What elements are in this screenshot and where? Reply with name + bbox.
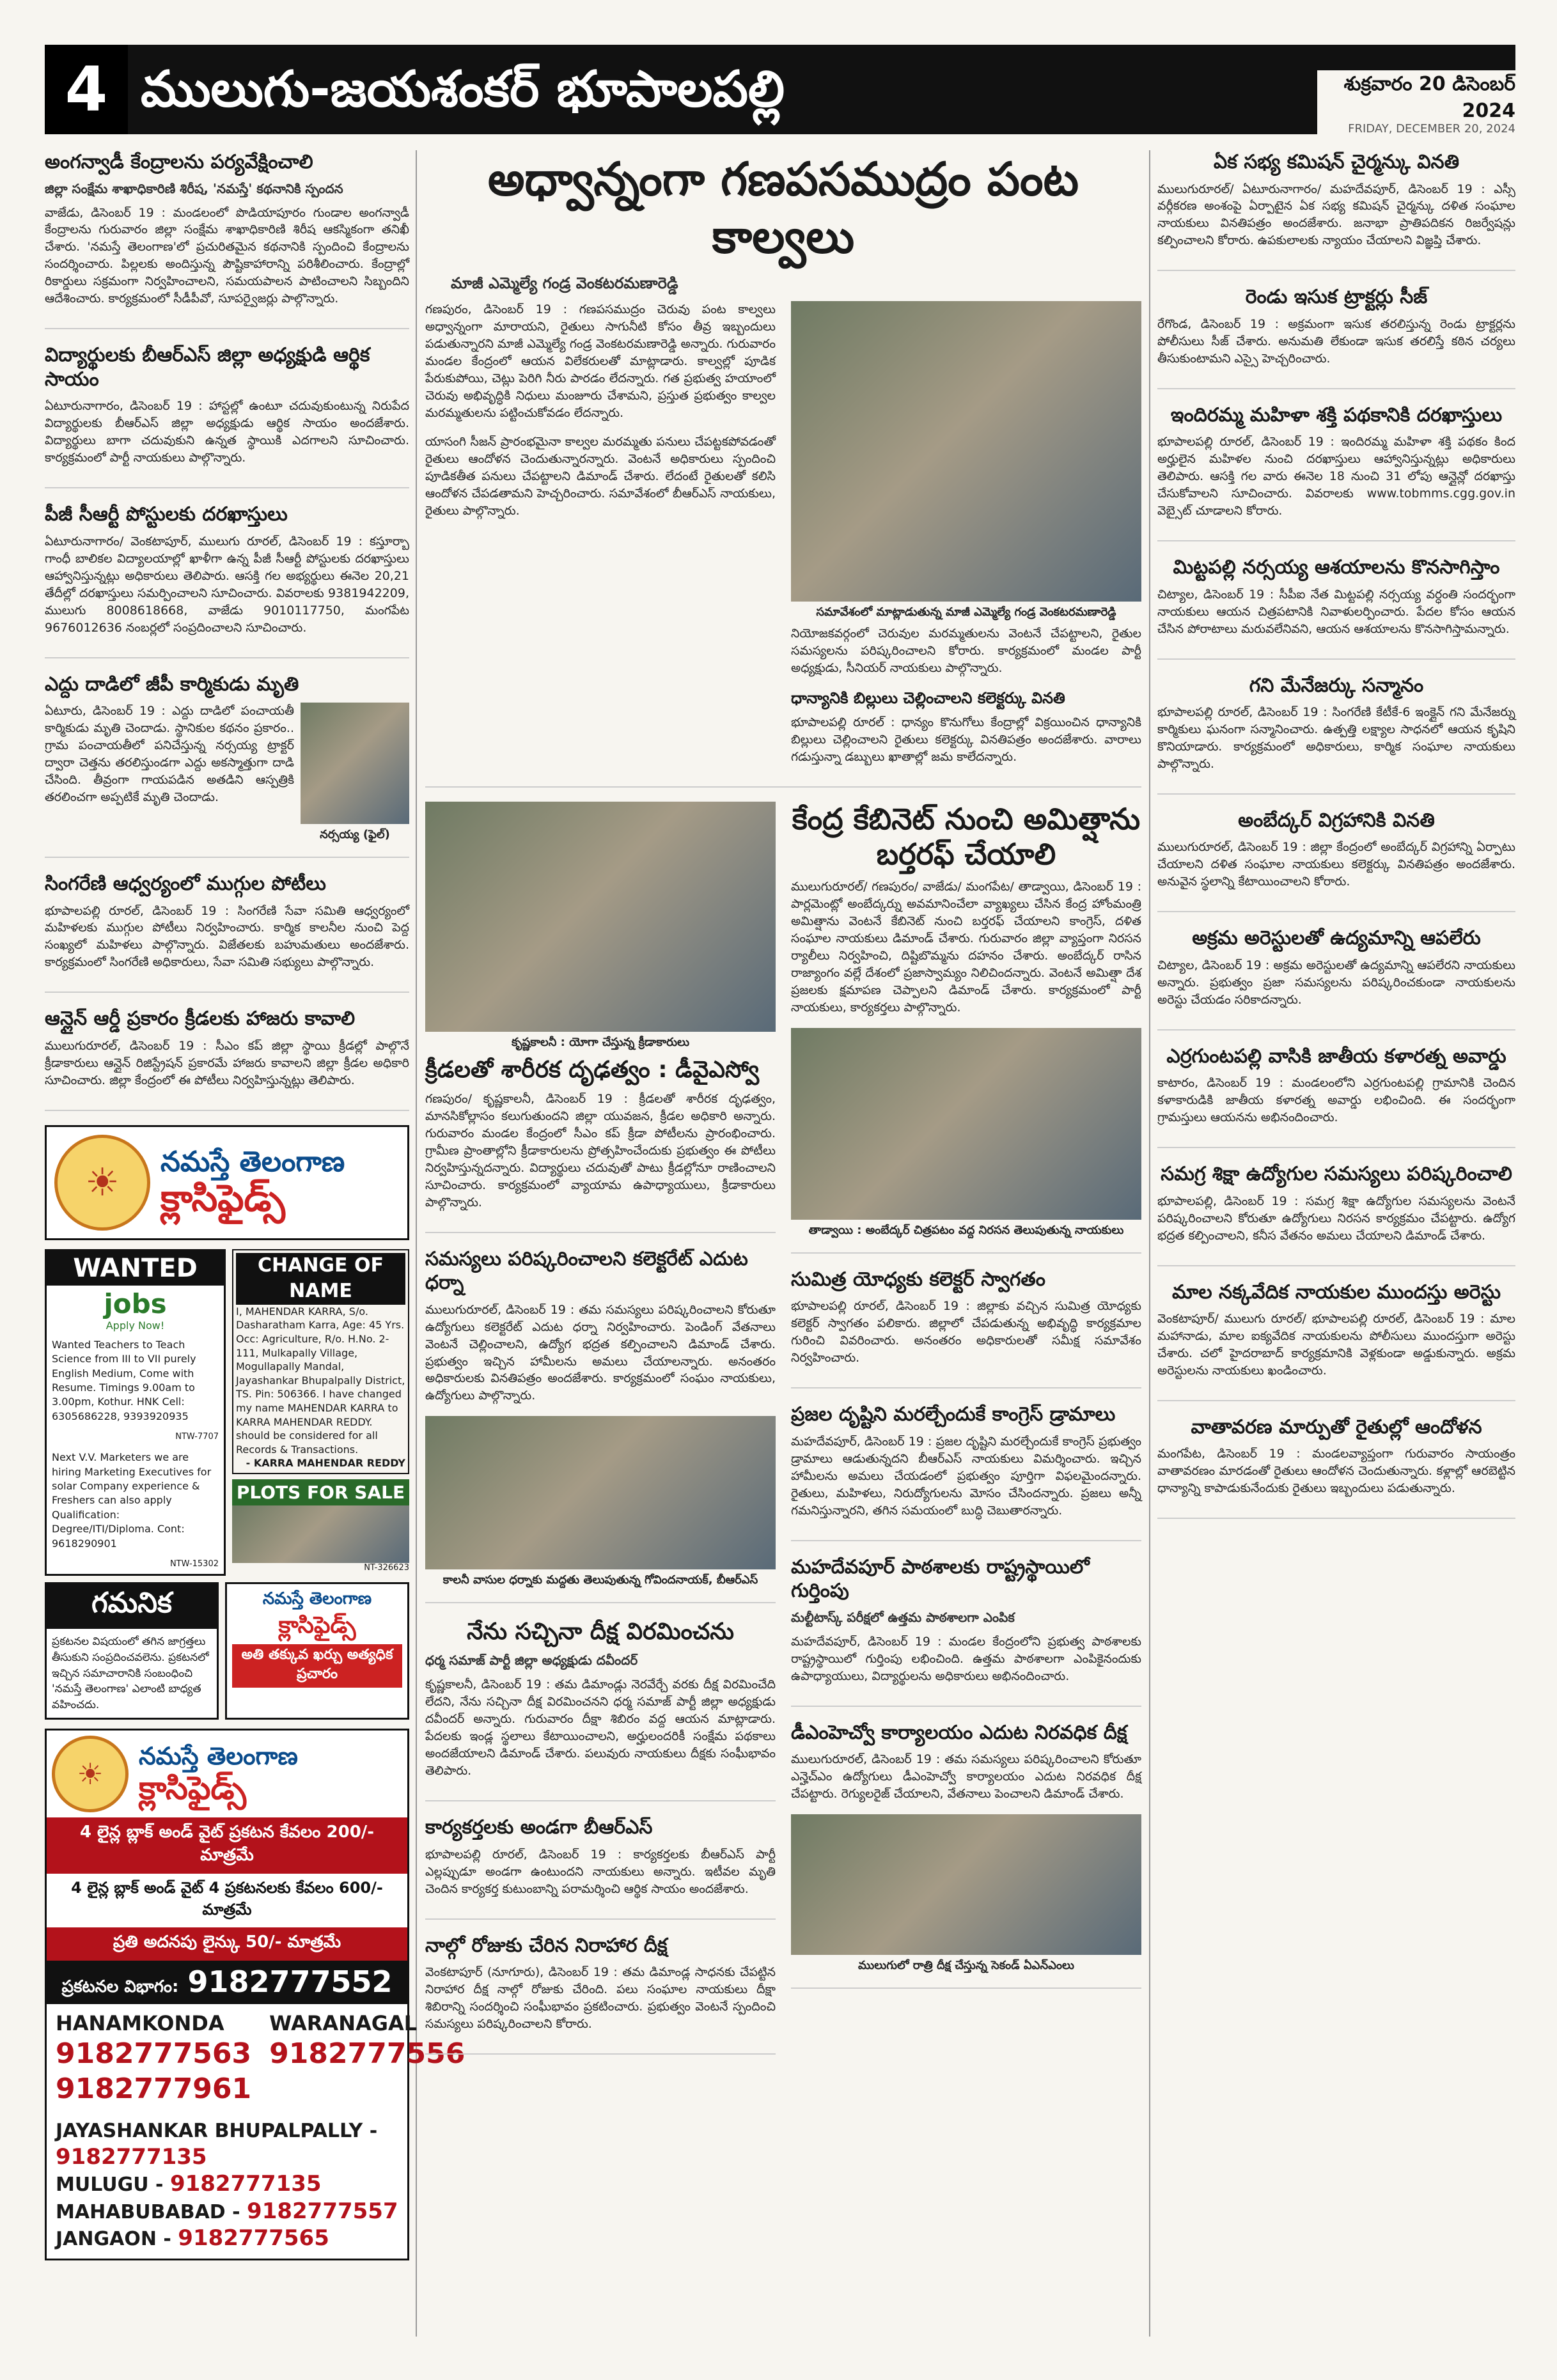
plots-ref: NT-326623	[364, 1562, 409, 1573]
column-left	[45, 150, 466, 2269]
headline: విద్యార్థులకు బీఆర్ఎస్ జిల్లా అధ్యక్షుడి ఆర్థిక సాయం	[45, 344, 370, 391]
photo-caption: ములుగులో రాత్రి దీక్ష చేస్తున్న సెకండ్ ఏఎన్ఎంలు	[857, 1958, 1075, 1972]
article-body: ములుగురూరల్, డిసెంబర్ 19 : తమ సమస్యలు పరిష్కరించాలని కోరుతూ ఉద్యోగులు కలెక్టరేట్ ఎదుట ధర్నా నిర్వహించారు. పెండింగ్ వేతనాలు వెంటనే చెల్లించాలని, ఉద్యోగ భద్రత కల్పించాలని డిమాండ్ చేశారు. ప్రభుత్వం ఇచ్చిన హామీలను అమలు చేయాలన్నారు. అనంతరం అధికారులకు వినతిపత్రం అందజేశారు. కార్యక్రమంలో సంఘం నాయకులు, ఉద్యోగులు పాల్గొన్నారు.	[425, 1302, 776, 1403]
subheadline: జిల్లా సంక్షేమ శాఖాధికారిణి శిరీష, 'నమస్తే' కథనానికి స్పందన	[45, 180, 343, 196]
article-body: వాజేడు, డిసెంబర్ 19 : మండలంలో పొడియాపూరం గుండాల అంగన్వాడీ కేంద్రాలను గురువారం జిల్లా సంక్షేమ శాఖాధికారిణి శిరీష ఆకస్మికంగా తనిఖీ చేశారు. 'నమస్తే తెలంగాణ'లో ప్రచురితమైన కథనానికి స్పందించి కేంద్రాలను సందర్శించారు. పిల్లలకు అందిస్తున్న పౌష్టికాహారాన్ని పరిశీలించారు. కేంద్రాల్లో రికార్డులు సక్రమంగా నిర్వహించాలని, సమయపాలన పాటించాలని సిబ్బందిని ఆదేశించారు. కార్యక్రమంలో సీడీపీవో, సూపర్వైజర్లు పాల్గొన్నారు.	[45, 205, 409, 306]
headline: కేంద్ర కేబినెట్ నుంచి అమిత్షాను బర్తరఫ్ చేయాలి	[792, 801, 1141, 871]
headline: ఎర్రగుంటపల్లి వాసికి జాతీయ కళారత్న అవార్డు	[1166, 1045, 1506, 1068]
headline: అంగన్వాడీ కేంద్రాలను పర్యవేక్షించాలి	[45, 151, 313, 173]
headline: కార్యకర్తలకు అండగా బీఆర్ఎస్	[425, 1816, 653, 1839]
article-illegal-arrests	[1157, 926, 1515, 1030]
classifieds-title: క్లాసిఫైడ్స్	[160, 1176, 285, 1220]
subheadline: మల్టీటాస్క్ పరీక్షలో ఉత్తమ పాఠశాలగా ఎంపిక	[791, 1609, 1015, 1625]
article-samagra-shiksha	[1157, 1162, 1515, 1266]
portrait-photo	[301, 703, 409, 824]
change-of-name-ad	[232, 1249, 409, 1474]
yoga-photo	[425, 802, 776, 1032]
article-body: భూపాలపల్లి, డిసెంబర్ 19 : సమగ్ర శిక్షా ఉద్యోగుల సమస్యలను వెంటనే పరిష్కరించాలని కోరుతూ ఉద్యోగులు నిరసన కార్యక్రమం చేపట్టారు. ఉద్యోగ భద్రత కల్పించాలని, కనీస వేతనం అమలు చేయాలని డిమాండ్ చేశారు.	[1157, 1194, 1515, 1243]
article-pg-crt	[45, 502, 409, 658]
wanted-ref-2: NTW-15302	[169, 1559, 219, 1569]
photo-caption: తాడ్వాయి : అంబేద్కర్ చిత్రపటం వద్ద నిరసన తెలుపుతున్న నాయకులు	[808, 1223, 1124, 1237]
plots-heading: PLOTS FOR SALE	[232, 1479, 409, 1505]
article-body: చిట్యాల, డిసెంబర్ 19 : సీపీఐ నేత మిట్టపల్లి నర్సయ్య వర్ధంతి సందర్భంగా నాయకులు ఆయన చిత్రపటానికి నివాళులర్పించారు. పేదల కోసం ఆయన చేసిన పోరాటాలు మరువలేనివని, ఆయన ఆశయాలను కొనసాగిస్తామన్నారు.	[1157, 587, 1515, 636]
column-right	[1157, 150, 1515, 1533]
namaste-telangana-seal-icon: ☀	[54, 1135, 150, 1231]
contact-hanamkonda: HANAMKONDA 9182777563 9182777961	[56, 2011, 252, 2106]
article-body: గణపురం, డిసెంబర్ 19 : గణపసముద్రం చెరువు పంట కాల్వలు అధ్వాన్నంగా మారాయని, రైతులు సాగునీటి కోసం తీవ్ర ఇబ్బందులు పడుతున్నారని మాజీ ఎమ్మెల్యే గండ్ర వెంకటరమణారెడ్డి అన్నారు. గురువారం మండల కేంద్రంలో ఆయన విలేకరులతో మాట్లాడారు. కాల్వల్లో పూడిక పేరుకుపోయి, చెట్లు పెరిగి నీరు పారడం లేదన్నారు. గత ప్రభుత్వ హయాంలో చెరువు అభివృద్ధికి నిధులు మంజూరు చేశామని, ప్రస్తుత ప్రభుత్వం కాల్వల మరమ్మతులను పట్టించుకోవడం లేదన్నారు.	[425, 302, 776, 420]
article-body: ఏటూరునాగారం, డిసెంబర్ 19 : హాస్టల్లో ఉంటూ చదువుకుంటున్న నిరుపేద విద్యార్థులకు బీఆర్ఎస్ జిల్లా అధ్యక్షుడు ఆర్థిక సాయం అందజేశారు. విద్యార్థులు బాగా చదువుకుని ఉన్నత స్థాయికి ఎదగాలని సూచించారు. కార్యక్రమంలో పార్టీ నాయకులు పాల్గొన్నారు.	[45, 399, 409, 465]
headline: డీఎంహెచ్వో కార్యాలయం ఎదుట నిరవధిక దీక్ష	[791, 1721, 1127, 1744]
article-mine-manager	[1157, 674, 1515, 795]
notice-text: ప్రకటనల విషయంలో తగిన జాగ్రత్తలు తీసుకుని సంప్రదించవలెను. ప్రకటనలో ఇచ్చిన సమాచారానికి సంబంధించి 'నమస్తే తెలంగాణ' ఎలాంటి బాధ్యత వహించదు.	[52, 1635, 209, 1711]
headline: మిట్టపల్లి నర్సయ్య ఆశయాలను కొనసాగిస్తాం	[1173, 556, 1500, 579]
brand-name: నమస్తే తెలంగాణ	[160, 1145, 345, 1178]
headline: సుమిత్ర యోధ్యకు కలెక్టర్ స్వాగతం	[791, 1268, 1045, 1291]
headline: సింగరేణి ఆధ్వర్యంలో ముగ్గుల పోటీలు	[45, 873, 326, 895]
article-body: ఏటూరునాగారం/ వెంకటాపూర్, ములుగు రూరల్, డిసెంబర్ 19 : కస్తూర్బా గాంధీ బాలికల విద్యాలయాల్లో ఖాళీగా ఉన్న పీజీ సీఆర్టీ పోస్టులకు దరఖాస్తులు ఆహ్వానిస్తున్నట్లు అధికారులు తెలిపారు. ఆసక్తి గల అభ్యర్థులు ఈనెల 20,21 తేదీల్లో దరఖాస్తులు సమర్పించాలని సూచించారు. వివరాలకు 9381942209, ములుగు 8008618668, వాజేడు 9010117750, మంగపేట 9676012636 నంబర్లలో సంప్రదించాలని సూచించారు.	[45, 534, 409, 635]
headline: అక్రమ అరెస్టులతో ఉద్యమాన్ని ఆపలేరు	[1192, 927, 1481, 950]
headline: గని మేనేజర్కు సన్మానం	[1249, 674, 1424, 697]
notice-box	[45, 1582, 219, 1720]
article-collectorate-dharna	[425, 1247, 776, 1604]
wanted-text-2: Next V.V. Marketers we are hiring Marketing Executives for solar Company experience & Freshers can also apply Qualification: Degree/ITI/Diploma. Cont: 9618290901	[52, 1451, 212, 1550]
headline: నేను సచ్చినా దీక్ష విరమించను	[467, 1619, 734, 1645]
article-body: వెంకటాపూర్ (నూగూరు), డిసెంబర్ 19 : తమ డిమాండ్ల సాధనకు చేపట్టిన నిరాహార దీక్ష నాల్గో రోజుకు చేరింది. పలు సంఘాల నాయకులు దీక్షా శిబిరాన్ని సందర్శించి సంఘీభావం ప్రకటించారు. ప్రభుత్వం వెంటనే స్పందించి సమస్యలు పరిష్కరించాలని కోరారు.	[425, 1965, 776, 2032]
plots-photo	[232, 1505, 409, 1563]
jobs-tagline: Apply Now!	[106, 1319, 165, 1332]
article-dmho-strike	[791, 1721, 1141, 1989]
headline: మహదేవపూర్ పాఠశాలకు రాష్ట్రస్థాయిలో గుర్తింపు	[791, 1555, 1090, 1603]
article-kalaratna	[1157, 1045, 1515, 1148]
article-collector-welcome	[791, 1268, 1141, 1388]
ads-dept-phone: 9182777552	[187, 1964, 393, 2000]
article-deeksha	[425, 1617, 776, 1801]
article-body: కాటారం, డిసెంబర్ 19 : మండలంలోని ఎర్రగుంటపల్లి గ్రామానికి చెందిన కళాకారుడికి జాతీయ కళారత్న అవార్డు లభించింది. ఈ సందర్భంగా గ్రామస్తులు ఆయనను అభినందించారు.	[1157, 1076, 1515, 1125]
headline: ప్రజల దృష్టిని మరల్చేందుకే కాంగ్రెస్ డ్రామాలు	[791, 1403, 1116, 1426]
headline: వాతావరణ మార్పుతో రైతుల్లో ఆందోళన	[1191, 1415, 1482, 1438]
article-body: చిట్యాల, డిసెంబర్ 19 : అక్రమ అరెస్టులతో ఉద్యమాన్ని ఆపలేరని నాయకులు అన్నారు. ప్రభుత్వం ప్రజా సమస్యలను పరిష్కరించకుండా నాయకులను అరెస్టు చేయడం సరికాదన్నారు.	[1157, 958, 1515, 1007]
price-bundle: 4 లైన్ల బ్లాక్ అండ్ వైట్ 4 ప్రకటనలకు కేవలం 600/- మాత్రమే	[47, 1874, 407, 1927]
headline: నాల్గో రోజుకు చేరిన నిరాహార దీక్ష	[425, 1934, 668, 1957]
article-body: భూపాలపల్లి రూరల్ : ధాన్యం కొనుగోలు కేంద్రాల్లో విక్రయించిన ధాన్యానికి బిల్లులు చెల్లించాలని రైతులు కలెక్టర్కు వినతిపత్రం అందజేశారు. వారాలు గడుస్తున్నా డబ్బులు ఖాతాల్లో జమ కాలేదన్నారు.	[791, 715, 1141, 764]
headline: ఏక సభ్య కమిషన్ చైర్మన్కు వినతి	[1213, 151, 1460, 173]
article-mahila-shakti	[1157, 403, 1515, 541]
article-lead	[425, 150, 1141, 788]
article-sports-registration	[45, 1007, 409, 1110]
article-congress-drama	[791, 1403, 1141, 1541]
article-body: ములుగురూరల్/ గణపురం/ వాజేడు/ మంగపేట/ తాడ్వాయి, డిసెంబర్ 19 : పార్లమెంట్లో అంబేద్కర్ను అవమానించేలా వ్యాఖ్యలు చేసిన కేంద్ర హోంమంత్రి అమిత్షాను వెంటనే కేబినెట్ నుంచి బర్తరఫ్ చేయాలని కాంగ్రెస్, దళిత సంఘాల నాయకులు డిమాండ్ చేశారు. గురువారం జిల్లా వ్యాప్తంగా నిరసన ర్యాలీలు నిర్వహించి, దిష్టిబొమ్మను దహనం చేశారు. అంబేద్కర్ రాసిన రాజ్యాంగం వల్లే దేశంలో ప్రజాస్వామ్యం నిలిచిందన్నారు. వెంటనే అమిత్షా దేశ ప్రజలకు క్షమాపణ చెప్పాలని డిమాండ్ చేశారు. కార్యక్రమంలో పార్టీ నాయకులు, కార్యకర్తలు పాల్గొన్నారు.	[791, 880, 1141, 1015]
wanted-text: Wanted Teachers to Teach Science from III to VII purely English Medium, Come with Resume. Timings 9.00am to 3.00pm, Kothur. HNK Cell: 6305686228, 9393920935	[52, 1338, 196, 1422]
headline: సమగ్ర శిక్షా ఉద్యోగుల సమస్యలు పరిష్కరించాలి	[1161, 1163, 1512, 1186]
article-school-recognition	[791, 1555, 1141, 1707]
headline: క్రీడలతో శారీరక దృఢత్వం : డీవైఎస్వో	[425, 1056, 760, 1083]
headline: ఇందిరమ్మ మహిళా శక్తి పథకానికి దరఖాస్తులు	[1170, 403, 1503, 426]
headline: సమస్యలు పరిష్కరించాలని కలెక్టరేట్ ఎదుట ధర్నా	[425, 1247, 748, 1295]
change-heading: CHANGE OF NAME	[236, 1253, 405, 1305]
price-single: 4 లైన్ల బ్లాక్ అండ్ వైట్ ప్రకటన కేవలం 200/- మాత్రమే	[47, 1817, 407, 1874]
dharna-photo	[425, 1416, 776, 1569]
contact-districts: JAYASHANKAR BHUPALPALLY - 9182777135 MULUGU - 9182777135 MAHABUBABAD - 9182777557 JANGAON - 9182777565	[56, 2120, 398, 2252]
column-center	[425, 150, 1141, 2069]
article-body: ములుగురూరల్, డిసెంబర్ 19 : సీఎం కప్ జిల్లా స్థాయి క్రీడల్లో పాల్గొనే క్రీడాకారులు ఆన్లైన్ రిజిస్ట్రేషన్ ప్రకారమే హాజరు కావాలని జిల్లా క్రీడల అధికారి సూచించారు. జిల్లా కేంద్రంలో ఈ పోటీలు నిర్వహిస్తున్నట్లు తెలిపారు.	[45, 1038, 409, 1087]
headline: రెండు ఇసుక ట్రాక్టర్లు సీజ్	[1245, 286, 1428, 309]
promo-slogan: అతి తక్కువ ఖర్చు అత్యధిక ప్రచారం	[232, 1644, 402, 1688]
notice-heading: గమనిక	[47, 1584, 217, 1629]
contact-warangal: WARANAGAL 9182777556	[269, 2011, 466, 2071]
article-amitshah	[791, 802, 1141, 1254]
article-mittapalli	[1157, 556, 1515, 659]
classifieds-banner	[45, 1125, 409, 1240]
masthead	[45, 45, 1515, 134]
classifieds-promo	[225, 1582, 409, 1720]
promo-brand: నమస్తే తెలంగాణ	[262, 1589, 372, 1609]
article-body: ములుగురూరల్/ ఏటూరునాగారం/ మహదేవపూర్, డిసెంబర్ 19 : ఎస్సీ వర్గీకరణ అంశంపై ఏర్పాటైన ఏక సభ్య కమిషన్ చైర్మన్కు దళిత సంఘాల నాయకులు వినతిపత్రం అందజేశారు. జనాభా ప్రాతిపదికన రిజర్వేషన్లు కల్పించాలని కోరారు. ఉపకులాలకు న్యాయం చేయాలని విజ్ఞప్తి చేశారు.	[1157, 182, 1515, 248]
column-divider	[1149, 150, 1150, 2337]
article-brs-aid	[45, 343, 409, 488]
wanted-ref: NTW-7707	[175, 1432, 219, 1442]
date-english: FRIDAY, DECEMBER 20, 2024	[1348, 122, 1515, 136]
article-muggulu	[45, 872, 409, 993]
protest-photo	[791, 1028, 1141, 1220]
article-body: నియోజకవర్గంలో చెరువుల మరమ్మతులను వెంటనే చేపట్టాలని, రైతుల సమస్యలను పరిష్కరించాలని కోరారు. కార్యక్రమంలో మండల పార్టీ అధ్యక్షుడు, సీనియర్ నాయకులు పాల్గొన్నారు.	[791, 626, 1141, 675]
article-body: మంగపేట, డిసెంబర్ 19 : మండలవ్యాప్తంగా గురువారం సాయంత్రం వాతావరణం మారడంతో రైతులు ఆందోళన చెందుతున్నారు. కళ్లాల్లో ఆరబెట్టిన ధాన్యాన్ని కాపాడుకునేందుకు రైతులు ఇబ్బందులు పడుతున్నారు.	[1157, 1447, 1515, 1496]
wanted-ad	[45, 1249, 226, 1576]
article-body: మహదేవపూర్, డిసెంబర్ 19 : ప్రజల దృష్టిని మరల్చేందుకే కాంగ్రెస్ ప్రభుత్వం డ్రామాలు ఆడుతున్నదని బీఆర్ఎస్ నాయకులు విమర్శించారు. ఇచ్చిన హామీలను అమలు చేయడంలో ప్రభుత్వం పూర్తిగా విఫలమైందన్నారు. రైతులు, మహిళలు, నిరుద్యోగులను మోసం చేసిందన్నారు. ప్రజలు అన్నీ గమనిస్తున్నారని, తగిన సమయంలో బుద్ధి చెబుతారన్నారు.	[791, 1434, 1141, 1518]
article-body: గణపురం/ కృష్ణకాలనీ, డిసెంబర్ 19 : క్రీడలతో శారీరక దృఢత్వం, మానసికోల్లాసం కలుగుతుందని జిల్లా యువజన, క్రీడల అధికారి అన్నారు. గురువారం మండల కేంద్రంలో సీఎం కప్ క్రీడా పోటీలను ప్రారంభించారు. గ్రామీణ ప్రాంతాల్లోని క్రీడాకారులను ప్రోత్సహించేందుకు ప్రభుత్వం ఈ పోటీలు నిర్వహిస్తున్నదన్నారు. విద్యార్థులు చదువుతో పాటు క్రీడల్లోనూ రాణించాలని సూచించారు. కార్యక్రమంలో వ్యాయామ ఉపాధ్యాయులు, క్రీడాకారులు పాల్గొన్నారు.	[425, 1091, 776, 1209]
article-ambedkar-statue	[1157, 809, 1515, 912]
article-mala-arrests	[1157, 1280, 1515, 1401]
article-weather	[1157, 1415, 1515, 1519]
article-commission	[1157, 150, 1515, 271]
dateline	[1317, 70, 1515, 138]
price-extra-line: ప్రతి అదనపు లైన్కు 50/- మాత్రమే	[47, 1927, 407, 1961]
article-body: ములుగురూరల్, డిసెంబర్ 19 : తమ సమస్యలు పరిష్కరించాలని కోరుతూ ఎన్హెచ్ఎం ఉద్యోగులు డీఎంహెచ్వో కార్యాలయం ఎదుట నిరవధిక దీక్ష చేపట్టారు. రెగ్యులరైజ్ చేయాలని, వేతనాలు పెంచాలని డిమాండ్ చేశారు.	[791, 1752, 1141, 1801]
namaste-telangana-seal-icon: ☀	[52, 1736, 129, 1812]
photo-caption: కాలనీ వాసుల ధర్నాకు మద్దతు తెలుపుతున్న గోవిందనాయక్, బీఆర్ఎస్	[442, 1573, 758, 1587]
photo-caption: సమావేశంలో మాట్లాడుతున్న మాజీ ఎమ్మెల్యే గండ్ర వెంకటరమణారెడ్డి	[816, 605, 1116, 619]
headline: పీజీ సీఆర్టీ పోస్టులకు దరఖాస్తులు	[45, 503, 288, 526]
article-body: కృష్ణకాలనీ, డిసెంబర్ 19 : తమ డిమాండ్లు నెరవేర్చే వరకు దీక్ష విరమించేది లేదని, నేను సచ్చినా దీక్ష విరమించనని ధర్మ సమాజ్ పార్టీ జిల్లా అధ్యక్షుడు దవీందర్ అన్నారు. గురువారం దీక్షా శిబిరం వద్ద ఆయన మాట్లాడారు. పేదలకు ఇండ్ల స్థలాలు కేటాయించాలని, అర్హులందరికీ సంక్షేమ పథకాలు అందజేయాలని డిమాండ్ చేశారు. పలువురు నాయకులు దీక్షకు సంఘీభావం తెలిపారు.	[425, 1677, 776, 1778]
article-body: భూపాలపల్లి రూరల్, డిసెంబర్ 19 : ఇందిరమ్మ మహిళా శక్తి పథకం కింద అర్హులైన మహిళల నుంచి దరఖాస్తులు ఆహ్వానిస్తున్నట్లు అధికారులు తెలిపారు. ఆసక్తి గల వారు ఈనెల 18 నుంచి 31 లోపు ఆన్లైన్లో దరఖాస్తు చేసుకోవాలని సూచించారు. వివరాలకు www.tobmms.cgg.gov.in వెబ్సైట్ చూడాలని కోరారు.	[1157, 435, 1515, 518]
lead-photo	[791, 301, 1141, 602]
article-brs-workers	[425, 1816, 776, 1919]
article-body: యాసంగి సీజన్ ప్రారంభమైనా కాల్వల మరమ్మతు పనులు చేపట్టకపోవడంతో రైతులు ఆందోళన చెందుతున్నారన్నారు. వెంటనే అధికారులు స్పందించి పూడికతీత పనులు చేపట్టాలని డిమాండ్ చేశారు. లేదంటే రైతులతో కలిసి ఆందోళన చేపడతామని హెచ్చరించారు. సమావేశంలో బీఆర్ఎస్ నాయకులు, రైతులు పాల్గొన్నారు.	[425, 434, 776, 518]
classifieds-rates	[45, 1729, 466, 2260]
article-hunger-strike	[425, 1934, 776, 2055]
change-signature: - KARRA MAHENDAR REDDY	[246, 1457, 405, 1470]
photo-caption: నర్సయ్య (ఫైల్)	[320, 828, 390, 841]
headline: ధాన్యానికి బిల్లులు చెల్లించాలని కలెక్టర్కు వినతి	[791, 688, 1065, 707]
brand-name: నమస్తే తెలంగాణ	[139, 1742, 298, 1771]
article-anganwadi	[45, 150, 409, 329]
date-telugu: శుక్రవారం 20 డిసెంబర్ 2024	[1343, 73, 1515, 122]
headline: ఎద్దు దాడిలో జీపీ కార్మికుడు మృతి	[45, 673, 299, 696]
article-body: రేగొండ, డిసెంబర్ 19 : అక్రమంగా ఇసుక తరలిస్తున్న రెండు ట్రాక్టర్లను పోలీసులు సీజ్ చేశారు. అనుమతి లేకుండా ఇసుక తరలిస్తే కఠిన చర్యలు తీసుకుంటామని ఎస్సై హెచ్చరించారు.	[1157, 316, 1515, 366]
strike-photo	[791, 1814, 1141, 1955]
article-body: భూపాలపల్లి రూరల్, డిసెంబర్ 19 : జిల్లాకు వచ్చిన సుమిత్ర యోధ్యకు కలెక్టర్ స్వాగతం పలికారు. జిల్లాలో చేపడుతున్న అభివృద్ధి కార్యక్రమాల గురించి వివరించారు. అనంతరం అధికారులతో సమీక్ష సమావేశం నిర్వహించారు.	[791, 1299, 1141, 1365]
page-title: ములుగు-జయశంకర్ భూపాలపల్లి	[141, 61, 785, 118]
headline: ఆన్లైన్ ఆర్డీ ప్రకారం క్రీడలకు హాజరు కావాలి	[45, 1007, 356, 1031]
classifieds-title: క్లాసిఫైడ్స్	[139, 1769, 247, 1807]
article-body: భూపాలపల్లి రూరల్, డిసెంబర్ 19 : సింగరేణి సేవా సమితి ఆధ్వర్యంలో మహిళలకు ముగ్గుల పోటీలు నిర్వహించారు. కార్మిక కాలనీల నుంచి పెద్ద సంఖ్యలో మహిళలు పాల్గొన్నారు. విజేతలకు బహుమతులు అందజేశారు. కార్యక్రమంలో సింగరేణి అధికారులు, సేవా సమితి సభ్యులు పాల్గొన్నారు.	[45, 903, 409, 970]
article-body: ములుగురూరల్, డిసెంబర్ 19 : జిల్లా కేంద్రంలో అంబేద్కర్ విగ్రహాన్ని ఏర్పాటు చేయాలని దళిత సంఘాల నాయకులు కలెక్టర్కు వినతిపత్రం అందజేశారు. అనువైన స్థలాన్ని కేటాయించాలని కోరారు.	[1157, 840, 1515, 889]
article-body: మహదేవపూర్, డిసెంబర్ 19 : మండల కేంద్రంలోని ప్రభుత్వ పాఠశాలకు రాష్ట్రస్థాయిలో గుర్తింపు లభించింది. ఉత్తమ పాఠశాలగా ఎంపికైనందుకు ఉపాధ్యాయులు, విద్యార్థులను అధికారులు అభినందించారు.	[791, 1634, 1141, 1683]
lead-byline: మాజీ ఎమ్మెల్యే గండ్ర వెంకటరమణారెడ్డి	[451, 274, 678, 292]
wanted-heading: WANTED	[47, 1251, 224, 1286]
plots-ad	[232, 1479, 409, 1573]
article-bull-attack	[45, 673, 409, 859]
promo-title: క్లాసిఫైడ్స్	[278, 1612, 356, 1639]
article-sand-tractors	[1157, 285, 1515, 389]
article-body: ఏటూరు, డిసెంబర్ 19 : ఎద్దు దాడిలో పంచాయతీ కార్మికుడు మృతి చెందాడు. స్థానికుల కథనం ప్రకారం.. గ్రామ పంచాయతీలో పనిచేస్తున్న నర్సయ్య ట్రాక్టర్ ద్వారా చెత్తను తరలిస్తుండగా ఎద్దు అకస్మాత్తుగా దాడి చేసింది. తీవ్రంగా గాయపడిన అతడిని ఆస్పత్రికి తరలించగా అప్పటికే మృతి చెందాడు.	[45, 704, 294, 804]
article-body: వెంకటాపూర్/ ములుగు రూరల్/ భూపాలపల్లి రూరల్, డిసెంబర్ 19 : మాల మహానాడు, మాల ఐక్యవేదిక నాయకులను పోలీసులు ముందస్తుగా అరెస్టు చేశారు. చలో హైదరాబాద్ కార్యక్రమానికి వెళ్లకుండా అడ్డుకున్నారు. అక్రమ అరెస్టులను నాయకులు ఖండించారు.	[1157, 1312, 1515, 1378]
page-number: 4	[45, 45, 128, 134]
subheadline: ధర్మ సమాజ్ పార్టీ జిల్లా అధ్యక్షుడు దవీందర్	[425, 1653, 638, 1668]
article-sports	[425, 802, 776, 1233]
article-body: భూపాలపల్లి రూరల్, డిసెంబర్ 19 : సింగరేణి కేటీకే-6 ఇంక్లైన్ గని మేనేజర్ను కార్మికులు ఘనంగా సన్మానించారు. ఉత్పత్తి లక్ష్యాల సాధనలో ఆయన కృషిని కొనియాడారు. కార్యక్రమంలో అధికారులు, కార్మిక సంఘాల నాయకులు పాల్గొన్నారు.	[1157, 705, 1515, 771]
article-body: భూపాలపల్లి రూరల్, డిసెంబర్ 19 : కార్యకర్తలకు బీఆర్ఎస్ పార్టీ ఎల్లప్పుడూ అండగా ఉంటుందని నాయకులు అన్నారు. ఇటీవల మృతి చెందిన కార్యకర్త కుటుంబాన్ని పరామర్శించి ఆర్థిక సాయం అందజేశారు.	[425, 1847, 776, 1896]
photo-caption: కృష్ణకాలనీ : యోగా చేస్తున్న క్రీడాకారులు	[511, 1035, 690, 1049]
change-text: I, MAHENDAR KARRA, S/o. Dasharatham Karra, Age: 45 Yrs. Occ: Agriculture, R/o. H.No. 2-111, Mulkapally Village, Mogullapally Mandal, Jayashankar Bhupalpally District, TS. Pin: 506366. I have changed my name MAHENDAR KARRA to KARRA MAHENDAR REDDY. should be considered for all Records & Transactions.	[236, 1305, 405, 1456]
ads-dept-label: ప్రకటనల విభాగం:	[61, 1977, 179, 1997]
lead-headline: అధ్వాన్నంగా గణపసముద్రం పంట కాల్వలు	[487, 152, 1079, 263]
headline: అంబేద్కర్ విగ్రహానికి వినతి	[1238, 809, 1435, 832]
jobs-logo: jobs	[104, 1287, 167, 1319]
headline: మాల నక్కవేదిక నాయకుల ముందస్తు అరెస్టు	[1171, 1280, 1501, 1303]
